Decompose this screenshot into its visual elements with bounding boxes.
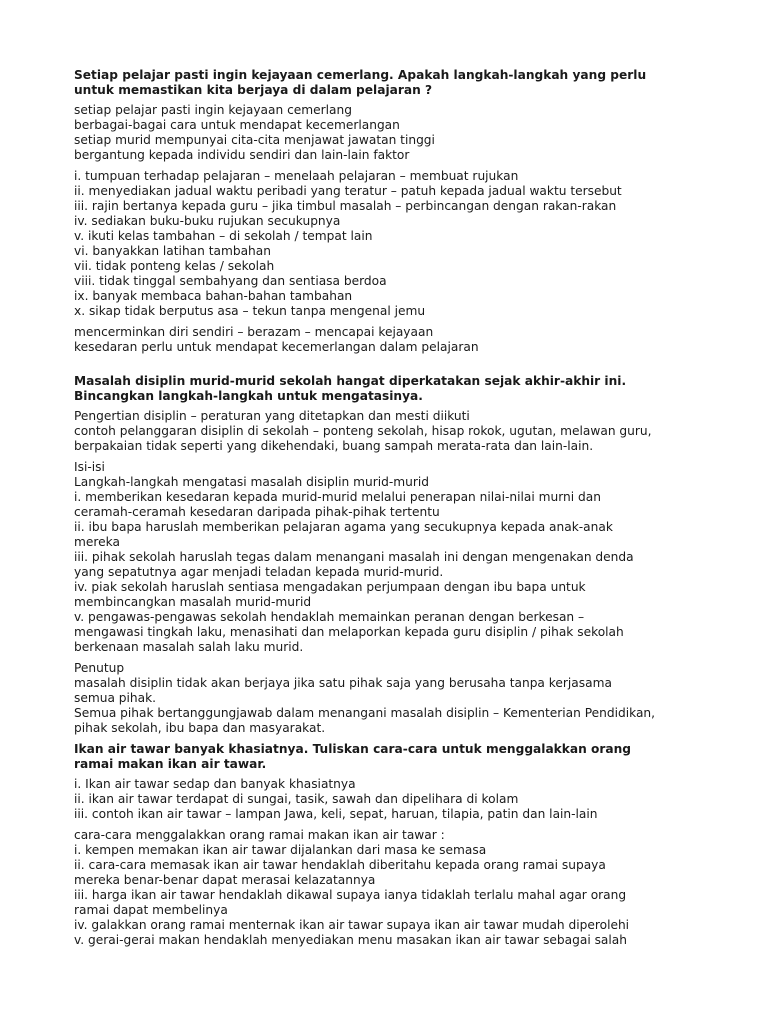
essay-question-2 xyxy=(74,374,748,404)
list-item: iii. contoh ikan air tawar – lampan Jawa, keli, sepat, haruan, tilapia, patin dan lain-lain xyxy=(74,807,598,821)
list-item: v. gerai-gerai makan hendaklah menyediakan menu masakan ikan air tawar sebagai salah xyxy=(74,933,627,947)
question-line: untuk memastikan kita berjaya di dalam pelajaran ? xyxy=(74,83,433,97)
list-item-continuation: mengawasi tingkah laku, menasihati dan melaporkan kepada guru disiplin / pihak sekolah xyxy=(74,625,624,639)
list-item-continuation: membincangkan masalah murid-murid xyxy=(74,595,312,609)
text-line: pihak sekolah, ibu bapa dan masyarakat. xyxy=(74,721,326,735)
essay-question-3 xyxy=(74,742,748,772)
text-line: mencerminkan diri sendiri – berazam – mencapai kejayaan xyxy=(74,325,434,339)
list-item: iv. sediakan buku-buku rujukan secukupnya xyxy=(74,214,341,228)
essay-question-1 xyxy=(74,68,748,98)
text-line: Isi-isi xyxy=(74,460,105,474)
list-item-continuation: ramai dapat membelinya xyxy=(74,903,228,917)
text-line: Pengertian disiplin – peraturan yang ditetapkan dan mesti diikuti xyxy=(74,409,470,423)
text-line: bergantung kepada individu sendiri dan lain-lain faktor xyxy=(74,148,410,162)
list-item: iii. harga ikan air tawar hendaklah dikawal supaya ianya tidaklah terlalu mahal agar orang xyxy=(74,888,627,902)
list-item: vii. tidak ponteng kelas / sekolah xyxy=(74,259,275,273)
text-line: semua pihak. xyxy=(74,691,157,705)
question-line: Masalah disiplin murid-murid sekolah hangat diperkatakan sejak akhir-akhir ini. xyxy=(74,374,627,388)
conclusion-paragraph xyxy=(74,325,748,355)
list-item: ii. menyediakan jadual waktu peribadi yang teratur – patuh kepada jadual waktu tersebut xyxy=(74,184,622,198)
list-item: i. memberikan kesedaran kepada murid-murid melalui penerapan nilai-nilai murni dan xyxy=(74,490,601,504)
list-item: iii. pihak sekolah haruslah tegas dalam menangani masalah ini dengan mengenakan denda xyxy=(74,550,634,564)
text-line: berpakaian tidak seperti yang dikehendaki, buang sampah merata-rata dan lain-lain. xyxy=(74,439,594,453)
list-item: vi. banyakkan latihan tambahan xyxy=(74,244,271,258)
essay-section-3 xyxy=(74,742,748,948)
list-item: ii. ikan air tawar terdapat di sungai, tasik, sawah dan dipelihara di kolam xyxy=(74,792,519,806)
list-item: i. kempen memakan ikan air tawar dijalankan dari masa ke semasa xyxy=(74,843,487,857)
list-item: ii. ibu bapa haruslah memberikan pelajaran agama yang secukupnya kepada anak-anak xyxy=(74,520,613,534)
body-points xyxy=(74,460,748,655)
text-line: kesedaran perlu untuk mendapat kecemerlangan dalam pelajaran xyxy=(74,340,479,354)
list-item: iv. piak sekolah haruslah sentiasa mengadakan perjumpaan dengan ibu bapa untuk xyxy=(74,580,586,594)
text-line: Semua pihak bertanggungjawab dalam menangani masalah disiplin – Kementerian Pendidikan, xyxy=(74,706,656,720)
list-item: i. tumpuan terhadap pelajaran – menelaah pelajaran – membuat rujukan xyxy=(74,169,519,183)
list-item: x. sikap tidak berputus asa – tekun tanpa mengenal jemu xyxy=(74,304,426,318)
list-item: iii. rajin bertanya kepada guru – jika timbul masalah – perbincangan dengan rakan-rakan xyxy=(74,199,617,213)
conclusion-paragraph xyxy=(74,661,748,736)
list-item: viii. tidak tinggal sembahyang dan sentiasa berdoa xyxy=(74,274,387,288)
intro-paragraph xyxy=(74,103,748,163)
body-points xyxy=(74,828,748,948)
list-item-continuation: mereka xyxy=(74,535,120,549)
question-line: Ikan air tawar banyak khasiatnya. Tuliskan cara-cara untuk menggalakkan orang xyxy=(74,742,632,756)
text-line: contoh pelanggaran disiplin di sekolah – ponteng sekolah, hisap rokok, ugutan, melawan guru, xyxy=(74,424,652,438)
list-item: v. pengawas-pengawas sekolah hendaklah memainkan peranan dengan berkesan – xyxy=(74,610,585,624)
list-item-continuation: yang sepatutnya agar menjadi teladan kepada murid-murid. xyxy=(74,565,444,579)
essay-section-2 xyxy=(74,374,748,736)
list-item-continuation: berkenaan masalah salah laku murid. xyxy=(74,640,304,654)
list-item: ix. banyak membaca bahan-bahan tambahan xyxy=(74,289,353,303)
question-line: ramai makan ikan air tawar. xyxy=(74,757,267,771)
list-item: v. ikuti kelas tambahan – di sekolah / tempat lain xyxy=(74,229,373,243)
text-line: Langkah-langkah mengatasi masalah disiplin murid-murid xyxy=(74,475,429,489)
points-list xyxy=(74,169,748,319)
list-item-continuation: mereka benar-benar dapat merasai kelazatannya xyxy=(74,873,376,887)
list-item: iv. galakkan orang ramai menternak ikan air tawar supaya ikan air tawar mudah diperolehi xyxy=(74,918,630,932)
question-line: Bincangkan langkah-langkah untuk mengatasinya. xyxy=(74,389,423,403)
essay-section-1 xyxy=(74,68,748,355)
list-item-continuation: ceramah-ceramah kesedaran daripada pihak-pihak tertentu xyxy=(74,505,440,519)
section-spacer xyxy=(74,361,748,374)
question-line: Setiap pelajar pasti ingin kejayaan cemerlang. Apakah langkah-langkah yang perlu xyxy=(74,68,647,82)
text-line: cara-cara menggalakkan orang ramai makan ikan air tawar : xyxy=(74,828,445,842)
text-line: masalah disiplin tidak akan berjaya jika satu pihak saja yang berusaha tanpa kerjasama xyxy=(74,676,612,690)
text-line: setiap pelajar pasti ingin kejayaan cemerlang xyxy=(74,103,352,117)
text-line: setiap murid mempunyai cita-cita menjawat jawatan tinggi xyxy=(74,133,435,147)
list-item: i. Ikan air tawar sedap dan banyak khasiatnya xyxy=(74,777,356,791)
intro-points xyxy=(74,777,748,822)
list-item: ii. cara-cara memasak ikan air tawar hendaklah diberitahu kepada orang ramai supaya xyxy=(74,858,606,872)
intro-paragraph xyxy=(74,409,748,454)
text-line: Penutup xyxy=(74,661,125,675)
text-line: berbagai-bagai cara untuk mendapat kecemerlangan xyxy=(74,118,400,132)
